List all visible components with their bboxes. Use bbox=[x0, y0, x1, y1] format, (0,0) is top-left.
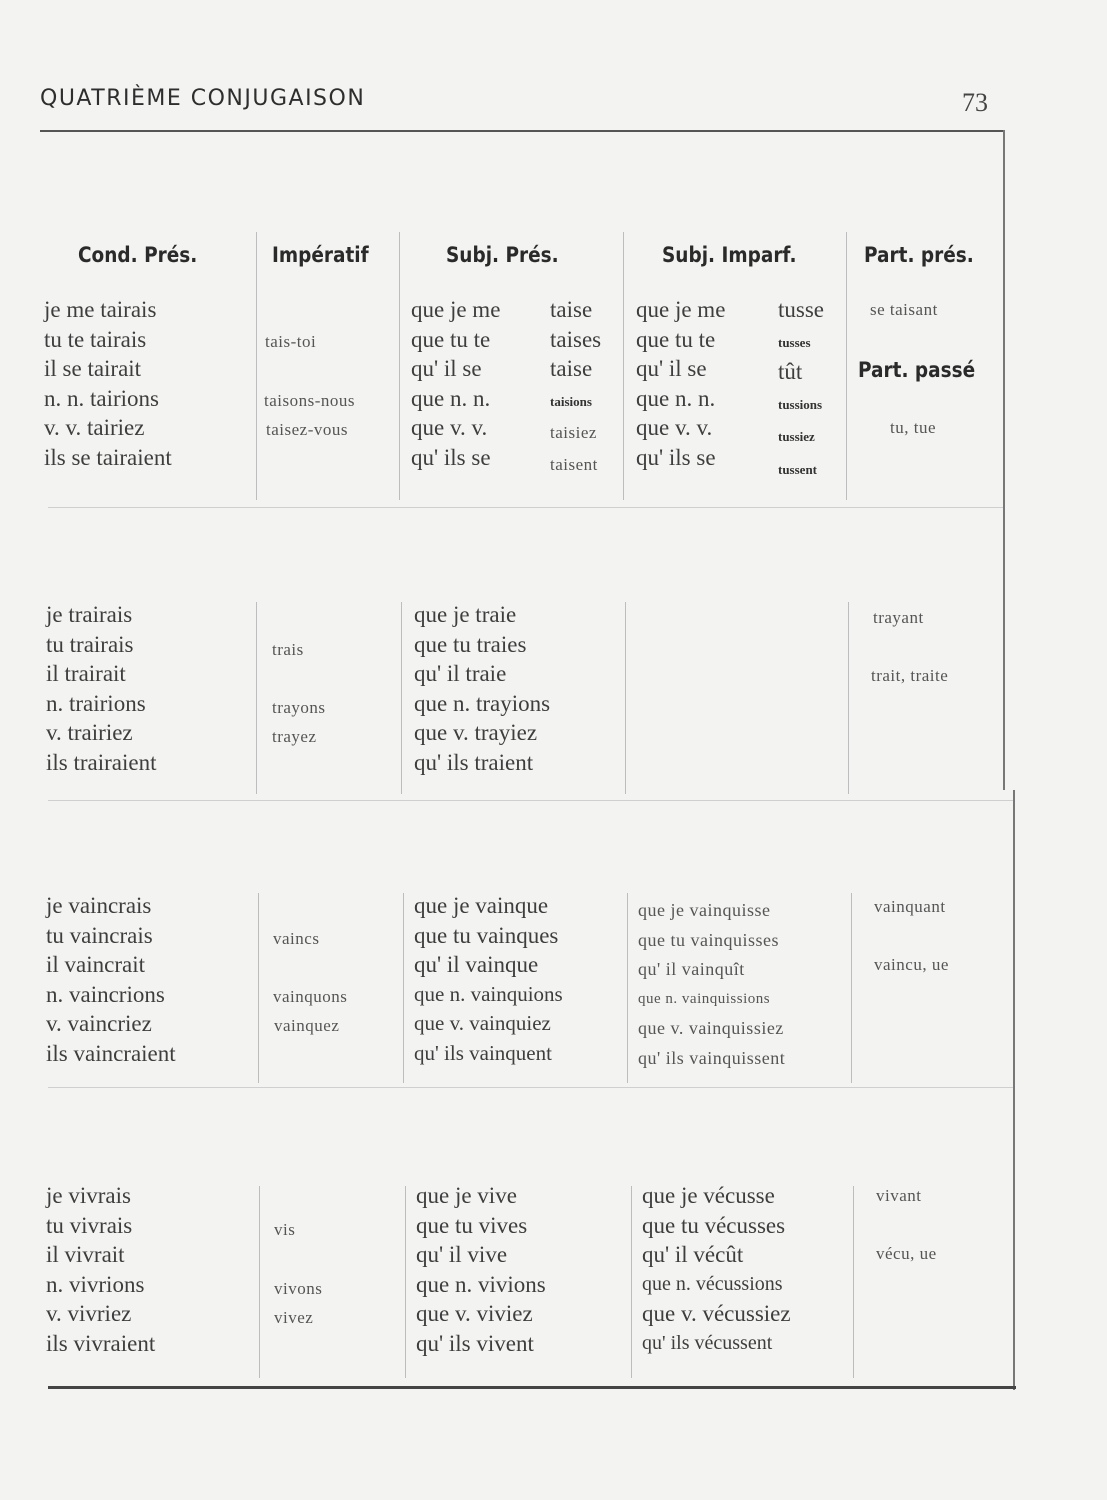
subj-imparf-form: qu' il vainquît bbox=[638, 959, 745, 979]
subj-pres-list bbox=[414, 600, 550, 777]
cond-form: n. trairions bbox=[46, 690, 146, 716]
cond-list bbox=[46, 1181, 155, 1358]
subj-pres-form-small: taisiez bbox=[550, 423, 597, 442]
header-cond-pres: Cond. Prés. bbox=[78, 243, 198, 267]
subj-imparf-form: qu' ils vécussent bbox=[642, 1331, 773, 1354]
column-rule bbox=[399, 232, 400, 500]
cond-form: tu trairais bbox=[46, 631, 134, 657]
subj-pres-form: taise bbox=[550, 356, 593, 381]
cond-form: v. trairiez bbox=[46, 720, 133, 745]
subj-imparf-prefix: que tu te bbox=[636, 326, 716, 352]
subj-pres-form: que n. vainquions bbox=[414, 981, 563, 1006]
column-rule bbox=[627, 893, 628, 1083]
subj-pres-form: taise bbox=[550, 297, 593, 322]
imperatif-form: trayons bbox=[272, 698, 326, 717]
subj-pres-prefix: que tu te bbox=[411, 326, 491, 352]
column-rule bbox=[848, 602, 849, 794]
cond-form: tu vaincrais bbox=[46, 922, 153, 948]
subj-imparf-form bbox=[778, 452, 824, 485]
part-passe-value: vaincu, ue bbox=[874, 955, 949, 974]
cond-form: je me tairais bbox=[44, 297, 157, 322]
subj-imparf-form: qu' il vécût bbox=[642, 1242, 744, 1267]
cond-form: n. n. tairions bbox=[44, 385, 159, 411]
imperatif-form: vaincs bbox=[273, 929, 320, 948]
header-subj-pres: Subj. Prés. bbox=[446, 243, 559, 267]
part-passe-value: vécu, ue bbox=[876, 1244, 937, 1263]
subj-imparf-form: que n. vécussions bbox=[642, 1272, 783, 1295]
column-rule bbox=[403, 893, 404, 1083]
subj-pres-form: que v. vainquiez bbox=[414, 1011, 551, 1035]
part-pres-value: se taisant bbox=[870, 300, 938, 319]
subj-imparf-form: tusse bbox=[778, 297, 824, 322]
cond-list bbox=[46, 891, 176, 1068]
subj-imparf-prefix: qu' il se bbox=[636, 356, 707, 381]
right-border-lower bbox=[1013, 790, 1015, 1390]
cond-list bbox=[46, 600, 157, 777]
subj-pres-form: que tu traies bbox=[414, 631, 527, 657]
subj-pres-form: que je vainque bbox=[414, 893, 549, 918]
cond-form: n. vaincrions bbox=[46, 981, 165, 1007]
subj-imparf-prefix: qu' ils se bbox=[636, 444, 716, 470]
subj-pres-form: que je traie bbox=[414, 602, 517, 627]
part-pres-value: vivant bbox=[876, 1186, 922, 1205]
imperatif-form: vainquez bbox=[274, 1016, 340, 1035]
header-imperatif: Impératif bbox=[272, 243, 369, 267]
imperatif-form: tais-toi bbox=[265, 332, 317, 351]
right-border bbox=[1003, 130, 1005, 790]
part-passe-value: trait, traite bbox=[871, 666, 949, 685]
subj-pres-form: qu' ils vivent bbox=[416, 1330, 534, 1356]
bottom-rule bbox=[48, 1386, 1016, 1389]
imperatif-form: vis bbox=[274, 1220, 296, 1239]
column-rule bbox=[401, 602, 402, 794]
subj-pres-form bbox=[550, 416, 601, 448]
imperatif-form: vivez bbox=[274, 1308, 314, 1327]
subj-pres-prefix: que je me bbox=[411, 297, 501, 322]
running-head: QUATRIÈME CONJUGAISON bbox=[40, 86, 366, 111]
subj-pres-list bbox=[416, 1181, 546, 1358]
subj-imparf-form: que tu vainquisses bbox=[638, 929, 779, 950]
subj-pres-form: que n. vivions bbox=[416, 1271, 546, 1297]
cond-form: il se tairait bbox=[44, 356, 142, 381]
cond-form: je vivrais bbox=[46, 1183, 131, 1208]
subj-imparf-form: que je vainquisse bbox=[638, 900, 771, 920]
header-part-pres: Part. prés. bbox=[864, 243, 974, 267]
cond-form: tu vivrais bbox=[46, 1212, 133, 1238]
cond-list bbox=[44, 295, 172, 472]
column-rule bbox=[625, 602, 626, 794]
header-subj-imparf: Subj. Imparf. bbox=[662, 243, 797, 267]
subj-pres-form: que je vive bbox=[416, 1183, 517, 1208]
subj-imparf-list bbox=[642, 1181, 791, 1358]
subj-pres-form: que n. trayions bbox=[414, 690, 551, 716]
imperatif-form: vainquons bbox=[273, 987, 348, 1006]
cond-form: il trairait bbox=[46, 661, 126, 686]
subj-imparf-form-small: tussiez bbox=[778, 429, 815, 444]
column-rule bbox=[853, 1186, 854, 1378]
imperatif-form: vivons bbox=[274, 1279, 323, 1298]
subj-imparf-prefix: que v. v. bbox=[636, 415, 713, 440]
subj-pres-form bbox=[550, 384, 601, 417]
subj-pres-form: qu' ils traient bbox=[414, 749, 534, 775]
subj-pres-form: taises bbox=[550, 326, 602, 352]
subj-pres-form: que v. viviez bbox=[416, 1301, 533, 1326]
subj-pres-prefix: qu' ils se bbox=[411, 444, 491, 470]
cond-form: ils se tairaient bbox=[44, 444, 172, 470]
subj-imparf-form: que tu vécusses bbox=[642, 1212, 786, 1238]
subj-pres-forms bbox=[550, 295, 601, 479]
cond-form: ils vaincraient bbox=[46, 1040, 176, 1066]
cond-form: je trairais bbox=[46, 602, 133, 627]
subj-imparf-form: que v. vécussiez bbox=[642, 1301, 791, 1326]
page-number: 73 bbox=[962, 88, 988, 117]
subj-imparf-form: qu' ils vainquissent bbox=[638, 1047, 786, 1068]
subj-pres-prefix: que v. v. bbox=[411, 415, 488, 440]
subj-pres-form: que tu vives bbox=[416, 1212, 528, 1238]
cond-form: n. vivrions bbox=[46, 1271, 145, 1297]
imperatif-form: taisez-vous bbox=[266, 420, 348, 439]
subj-imparf-form-small: tussions bbox=[778, 396, 823, 412]
subj-pres-prefix: que n. n. bbox=[411, 385, 491, 411]
subj-pres-form-small: taisent bbox=[550, 454, 598, 474]
subj-pres-form: qu' il vive bbox=[416, 1242, 508, 1267]
subj-pres-form: qu' il vainque bbox=[414, 952, 539, 977]
cond-form: il vivrait bbox=[46, 1242, 125, 1267]
subj-imparf-form-small: tusses bbox=[778, 334, 811, 350]
imperatif-form: taisons-nous bbox=[264, 391, 355, 410]
column-rule bbox=[256, 602, 257, 794]
column-rule bbox=[851, 893, 852, 1083]
cond-form: v. v. tairiez bbox=[44, 415, 145, 440]
column-rule bbox=[258, 893, 259, 1083]
subj-pres-form: qu' ils vainquent bbox=[414, 1040, 552, 1065]
cond-form: ils trairaient bbox=[46, 749, 157, 775]
subj-imparf-prefix: que je me bbox=[636, 297, 726, 322]
column-rule bbox=[256, 232, 257, 500]
imperatif-form: trayez bbox=[272, 727, 317, 746]
column-rule bbox=[846, 232, 847, 500]
column-rule bbox=[259, 1186, 260, 1378]
column-rule bbox=[623, 232, 624, 500]
subj-imparf-prefixes bbox=[636, 295, 725, 472]
subj-pres-prefix: qu' il se bbox=[411, 356, 482, 381]
subj-imparf-form: que v. vainquissiez bbox=[638, 1018, 784, 1038]
subj-pres-prefixes bbox=[411, 295, 500, 472]
header-part-passe: Part. passé bbox=[858, 358, 976, 382]
subj-pres-form bbox=[550, 448, 601, 480]
part-pres-value: trayant bbox=[873, 608, 924, 627]
subj-pres-form: qu' il traie bbox=[414, 661, 507, 686]
subj-imparf-form: tût bbox=[778, 359, 803, 384]
subj-imparf-form-small: tussent bbox=[778, 461, 818, 477]
part-pres-value: vainquant bbox=[874, 897, 946, 916]
cond-form: v. vaincriez bbox=[46, 1011, 152, 1036]
subj-imparf-form bbox=[778, 387, 824, 420]
cond-form: je vaincrais bbox=[46, 893, 152, 918]
cond-form: tu te tairais bbox=[44, 326, 147, 352]
column-rule bbox=[631, 1186, 632, 1378]
top-rule bbox=[40, 130, 1005, 132]
subj-imparf-form: que je vécusse bbox=[642, 1183, 775, 1208]
section-separator bbox=[48, 507, 1003, 508]
subj-pres-list bbox=[414, 891, 563, 1068]
cond-form: v. vivriez bbox=[46, 1301, 132, 1326]
subj-imparf-forms bbox=[778, 295, 824, 484]
subj-pres-form-small: taisions bbox=[550, 393, 592, 409]
subj-imparf-form bbox=[778, 325, 824, 358]
column-rule bbox=[405, 1186, 406, 1378]
cond-form: il vaincrait bbox=[46, 952, 145, 977]
subj-imparf-form bbox=[778, 419, 824, 452]
section-separator bbox=[48, 800, 1013, 801]
subj-imparf-form: que n. vainquissions bbox=[638, 990, 771, 1007]
cond-form: ils vivraient bbox=[46, 1330, 156, 1356]
subj-pres-form: que tu vainques bbox=[414, 922, 559, 948]
subj-imparf-prefix: que n. n. bbox=[636, 385, 716, 411]
section-separator bbox=[48, 1087, 1013, 1088]
subj-pres-form: que v. trayiez bbox=[414, 720, 538, 745]
part-passe-value: tu, tue bbox=[890, 418, 936, 437]
imperatif-form: trais bbox=[272, 640, 304, 659]
subj-imparf-list bbox=[638, 896, 785, 1073]
